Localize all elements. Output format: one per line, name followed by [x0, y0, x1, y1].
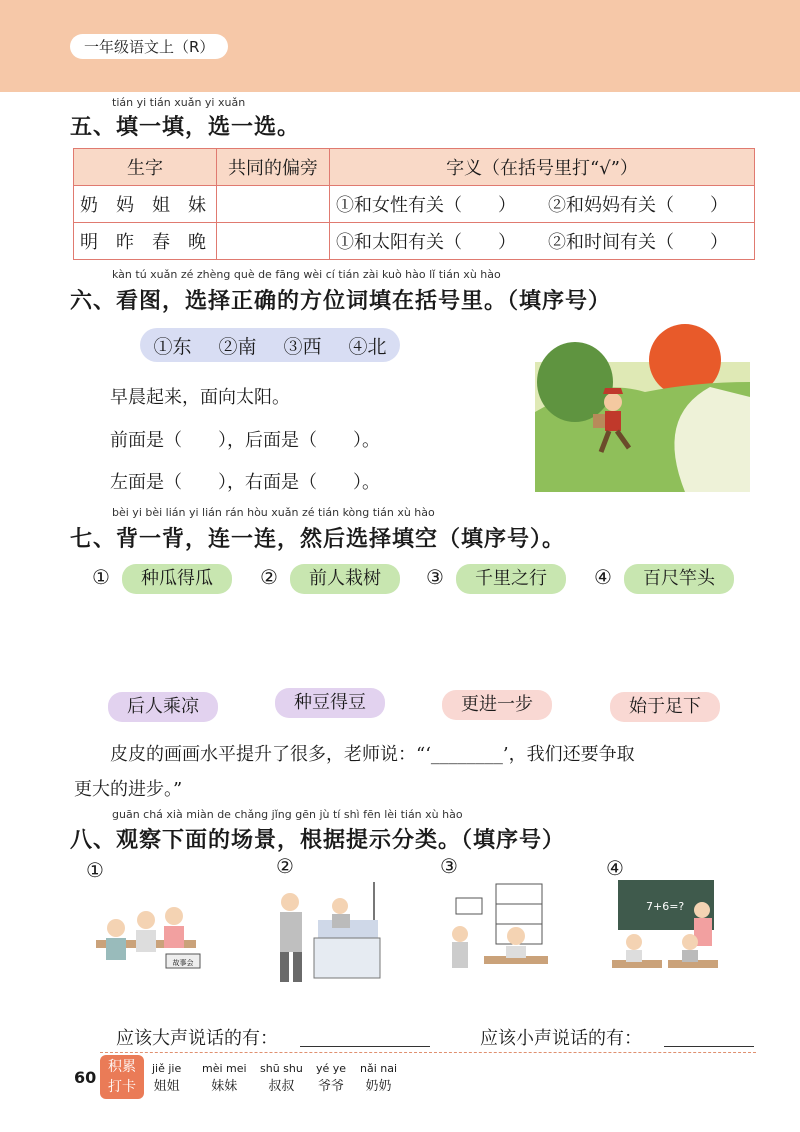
s6-line-2[interactable]: 前面是（ ），后面是（ ）。: [110, 430, 380, 451]
idiom-top-card[interactable]: 种瓜得瓜: [122, 564, 232, 594]
meaning-option[interactable]: ①和太阳有关（ ）: [330, 223, 543, 260]
s8-title: 八、观察下面的场景，根据提示分类。（填序号）: [70, 828, 566, 853]
s7-sentence-2: 更大的进步。”: [74, 779, 183, 800]
top-num: ④: [594, 565, 612, 589]
footer-word: shū shu 叔叔: [260, 1062, 303, 1094]
top-num: ②: [260, 565, 278, 589]
sign-text: 故事会: [172, 959, 194, 967]
option-west: ③西: [283, 335, 322, 358]
s7-pinyin: bèi yi bèi lián yi lián rán hòu xuǎn zé tián kòng tián xù hào: [112, 506, 435, 519]
sunrise-illustration: [535, 322, 750, 492]
footer-word: mèi mei 妹妹: [202, 1062, 247, 1094]
col-header-chars: 生字: [74, 149, 217, 186]
s7-sentence-1[interactable]: 皮皮的画画水平提升了很多，老师说：“‘________’，我们还要争取: [110, 744, 635, 765]
option-north: ④北: [348, 335, 387, 358]
scene-reading-room: [434, 880, 552, 988]
tree-icon: [537, 342, 613, 422]
board-text: 7+6=?: [646, 900, 685, 913]
meaning-option[interactable]: ①和女性有关（ ）: [330, 186, 543, 223]
s6-pinyin: kàn tú xuǎn zé zhèng què de fāng wèi cí tián zài kuò hào lǐ tián xù hào: [112, 268, 501, 281]
s6-title: 六、看图，选择正确的方位词填在括号里。（填序号）: [70, 289, 612, 314]
page-number: 60: [74, 1068, 97, 1087]
row-chars: 明 昨 春 晚: [74, 223, 217, 260]
row-chars: 奶 妈 姐 妹: [74, 186, 217, 223]
footer-word: jiě jie 姐姐: [152, 1062, 182, 1094]
idiom-top-card[interactable]: 百尺竿头: [624, 564, 734, 594]
option-south: ②南: [218, 335, 257, 358]
col-header-meaning: 字义（在括号里打“√”）: [330, 149, 755, 186]
scene-hospital: [268, 880, 386, 988]
s5-table: [73, 148, 755, 260]
quiet-label: 应该小声说话的有：: [480, 1028, 642, 1049]
table-row: [74, 223, 755, 260]
s6-line-3[interactable]: 左面是（ ），右面是（ ）。: [110, 472, 380, 493]
loud-answer-input[interactable]: [300, 1046, 430, 1047]
s7-title: 七、背一背，连一连，然后选择填空（填序号）。: [70, 527, 566, 552]
scene-storytelling: [86, 880, 204, 988]
table-header-row: [74, 149, 755, 186]
s5-pinyin: tián yi tián xuǎn yi xuǎn: [112, 96, 246, 109]
radical-input[interactable]: [217, 223, 330, 260]
radical-input[interactable]: [217, 186, 330, 223]
col-header-radical: 共同的偏旁: [217, 149, 330, 186]
idiom-top-card[interactable]: 千里之行: [456, 564, 566, 594]
scene-num: ②: [276, 854, 294, 878]
wave-decoration: [0, 60, 800, 100]
direction-options: [140, 328, 400, 362]
book-title: 一年级语文上（R）: [70, 34, 228, 59]
scene-num: ③: [440, 854, 458, 878]
scene-classroom: [606, 880, 724, 988]
top-num: ③: [426, 565, 444, 589]
boy-icon: [604, 393, 622, 411]
footer-divider: [100, 1052, 756, 1053]
idiom-top-card[interactable]: 前人栽树: [290, 564, 400, 594]
accumulate-badge: [100, 1055, 144, 1099]
quiet-answer-input[interactable]: [664, 1046, 754, 1047]
badge-line: 打卡: [108, 1079, 136, 1095]
footer-word: nǎi nai 奶奶: [360, 1062, 398, 1094]
top-num: ①: [92, 565, 110, 589]
idiom-bottom-card[interactable]: 后人乘凉: [108, 692, 218, 722]
meaning-option[interactable]: ②和时间有关（ ）: [542, 223, 755, 260]
idiom-bottom-card[interactable]: 更进一步: [442, 690, 552, 720]
scene-num: ①: [86, 858, 104, 882]
table-row: [74, 186, 755, 223]
s6-line-1: 早晨起来，面向太阳。: [110, 387, 290, 408]
loud-label: 应该大声说话的有：: [116, 1028, 278, 1049]
option-east: ①东: [153, 335, 192, 358]
s5-title: 五、填一填，选一选。: [70, 115, 301, 140]
page-header: [0, 0, 800, 92]
footer-word: yé ye 爷爷: [316, 1062, 347, 1094]
scene-num: ④: [606, 856, 624, 880]
badge-line: 积累: [108, 1059, 136, 1075]
s8-pinyin: guān chá xià miàn de chǎng jǐng gēn jù tí shì fēn lèi tián xù hào: [112, 808, 463, 821]
meaning-option[interactable]: ②和妈妈有关（ ）: [542, 186, 755, 223]
idiom-bottom-card[interactable]: 始于足下: [610, 692, 720, 722]
idiom-bottom-card[interactable]: 种豆得豆: [275, 688, 385, 718]
